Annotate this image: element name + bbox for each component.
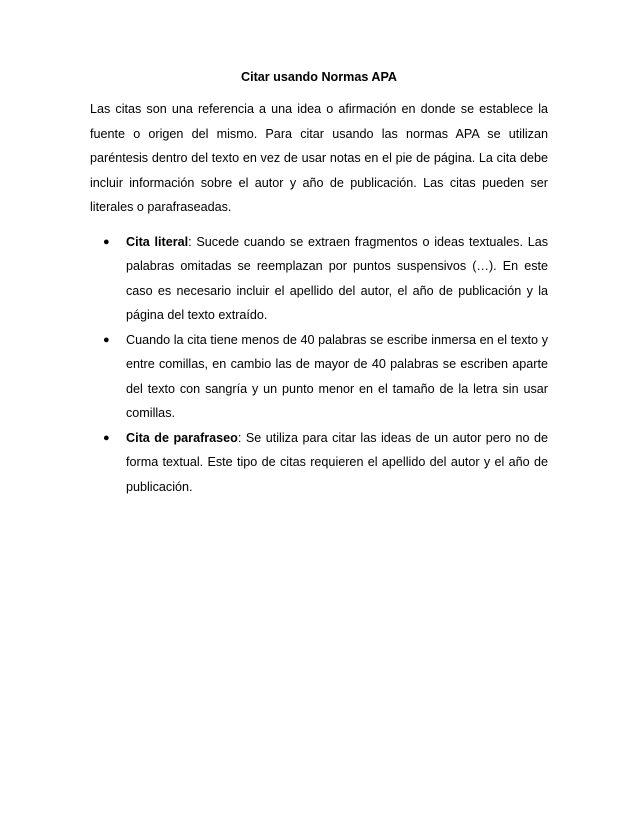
document-body xyxy=(90,67,548,499)
item-text: : Sucede cuando se extraen fragmentos o ideas textuales. Las palabras omitadas se reemplazan por puntos suspensivos (…). En este caso es necesario incluir el apellido del autor, el año de publicación y la página del texto extraído. xyxy=(126,234,548,322)
item-text: : Se utiliza para citar las ideas de un autor pero no de forma textual. Este tipo de citas requieren el apellido del autor y el año de publicación. xyxy=(126,430,548,494)
item-term: Cita literal xyxy=(126,234,189,249)
list-item xyxy=(90,426,548,500)
item-term: Cita de parafraseo xyxy=(126,430,238,445)
document-title: Citar usando Normas APA xyxy=(240,70,398,84)
bullet-icon: ● xyxy=(103,431,110,444)
intro-paragraph: Las citas son una referencia a una idea o afirmación en donde se establece la fuente o origen del mismo. Para citar usando las normas APA se utilizan paréntesis dentro del texto en vez de usar notas en el pie de página. La cita debe incluir información sobre el autor y año de publicación. Las citas pueden ser literales o parafraseadas. xyxy=(90,102,548,214)
bullet-icon: ● xyxy=(103,333,110,346)
item-text: Cuando la cita tiene menos de 40 palabras se escribe inmersa en el texto y entre comillas, en cambio las de mayor de 40 palabras se escriben aparte del texto con sangría y un punto menor en el tamaño de la letra sin usar comillas. xyxy=(126,332,548,420)
bullet-icon: ● xyxy=(103,235,110,248)
list-item xyxy=(90,230,548,328)
list-item xyxy=(90,328,548,426)
bullet-list xyxy=(90,230,548,500)
